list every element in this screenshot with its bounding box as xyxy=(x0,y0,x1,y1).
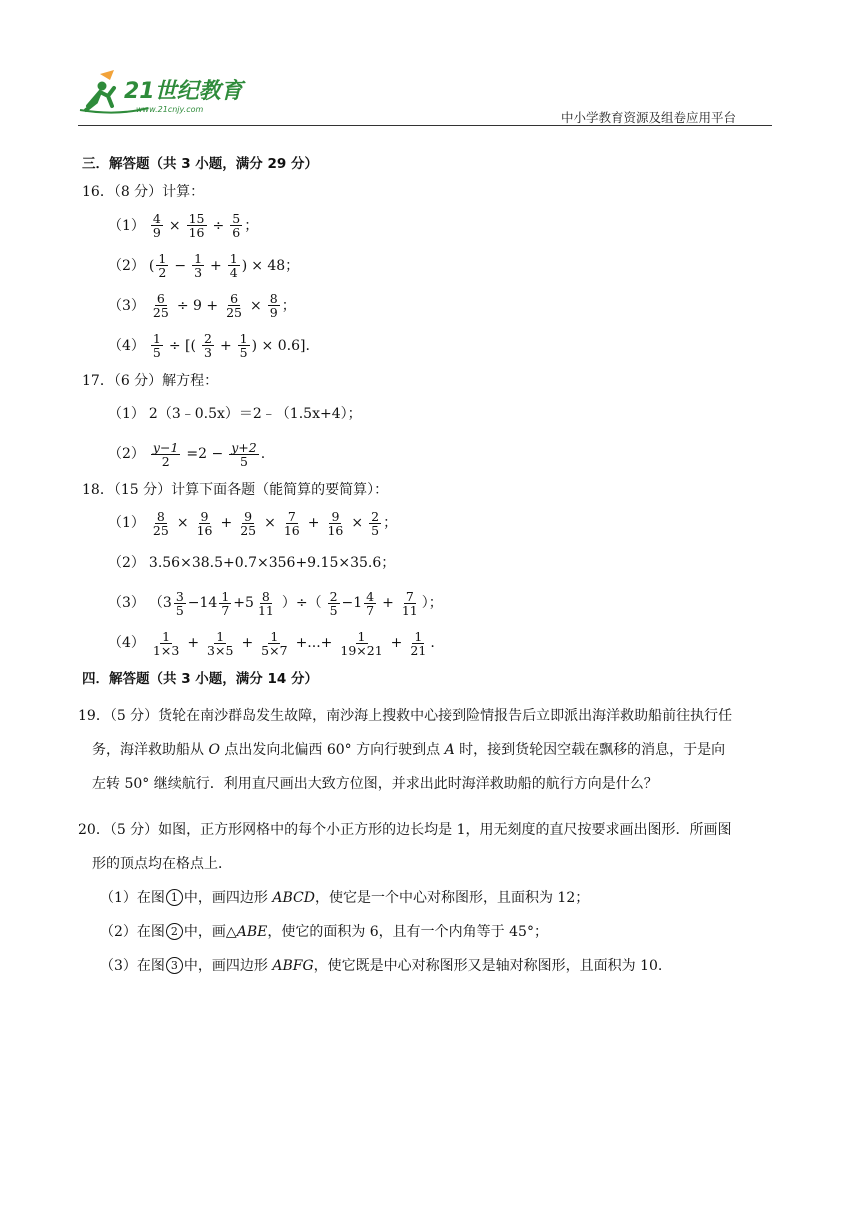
header-divider xyxy=(78,125,772,126)
fraction: $\frac{9}{25}$ xyxy=(240,508,257,539)
runner-icon xyxy=(86,88,114,110)
problem-18-1: （1） $\frac{8}{25}$ × $\frac{9}{16}$ + $\frac{9}{25}$ × $\frac{7}{16}$ + $\frac{9}{16}$ × $\frac{2}{5}$ ； xyxy=(108,508,398,539)
fraction: $\frac{6}{25}$ xyxy=(226,291,243,321)
logo-url: www.21cnjy.com xyxy=(136,105,204,114)
problem-17 xyxy=(82,373,782,470)
problem-20-2: （2）在图 2 中，画△ABE，使它的面积为 6，且有一个内角等于 45°； xyxy=(100,923,548,940)
fraction: $\frac{2}{5}$ xyxy=(371,508,380,539)
fraction: $\frac{y+2}{5}$ xyxy=(231,440,257,470)
fraction: $\frac{3}{5}$ xyxy=(175,588,184,619)
fraction: $\frac{6}{25}$ xyxy=(152,291,169,321)
problem-16-1: （1） $\frac{4}{9}$ × $\frac{15}{16}$ ÷ $\frac{5}{6}$ ； xyxy=(108,211,259,241)
problem-16-4: （4） $\frac{1}{5}$ ÷ [( $\frac{2}{3}$ + $\frac{1}{5}$ ) × 0.6]. xyxy=(108,331,310,361)
fraction: $\frac{7}{11}$ xyxy=(401,588,418,619)
problem-18 xyxy=(82,482,782,659)
problem-18-head: 18．（15 分）计算下面各题（能简算的要简算）： xyxy=(82,481,389,498)
fraction: $\frac{2}{3}$ xyxy=(203,331,212,361)
fraction: $\frac{15}{16}$ xyxy=(188,211,205,241)
problem-16-head: 16．（8 分）计算： xyxy=(82,184,205,201)
logo-flag-icon xyxy=(100,70,114,80)
platform-label: 中小学教育资源及组卷应用平台 xyxy=(560,110,736,125)
problem-16-2: （2） ( $\frac{1}{2}$ − $\frac{1}{3}$ + $\frac{1}{4}$ ) × 48； xyxy=(108,251,300,281)
fraction: $\frac{1}{5}$ xyxy=(152,331,161,361)
logo-text: 21世纪教育 xyxy=(124,79,243,104)
circled-number: 3 xyxy=(166,957,183,974)
fraction: $\frac{4}{9}$ xyxy=(152,211,161,241)
fraction: $\frac{8}{11}$ xyxy=(257,588,274,619)
problem-16-3: （3） $\frac{6}{25}$ ÷ 9 + $\frac{6}{25}$ × $\frac{8}{9}$ ； xyxy=(108,291,296,321)
fraction: $\frac{4}{7}$ xyxy=(366,588,375,619)
problem-20-1: （1）在图 1 中，画四边形 ABCD，使它是一个中心对称图形，且面积为 12； xyxy=(100,889,590,906)
fraction: $\frac{9}{16}$ xyxy=(327,508,344,539)
fraction: $\frac{5}{6}$ xyxy=(232,211,241,241)
fraction: $\frac{1}{5}$ xyxy=(239,331,248,361)
problem-20-3: （3）在图 3 中，画四边形 ABFG，使它既是中心对称图形又是轴对称图形，且面积为 10. xyxy=(100,957,663,974)
problem-17-1: （1） 2（3﹣0.5x）＝2﹣（1.5x+4）； xyxy=(108,406,362,423)
document-body xyxy=(78,150,782,995)
fraction: $\frac{1}{3\times 5}$ xyxy=(207,628,234,659)
page-header xyxy=(78,66,772,128)
section-3-title: 三．解答题（共 3 小题，满分 29 分） xyxy=(82,156,318,172)
fraction: $\frac{9}{16}$ xyxy=(196,508,213,539)
fraction: $\frac{1}{5\times 7}$ xyxy=(261,628,288,659)
problem-18-2: （2） 3.56×38.5+0.7×356+9.15×35.6； xyxy=(108,555,396,572)
fraction: $\frac{1}{7}$ xyxy=(221,588,230,619)
problem-18-3: （3） （3 $\frac{3}{5}$ −14 $\frac{1}{7}$ +5 $\frac{8}{11}$ ）÷（ $\frac{2}{5}$ −1 $\frac{4}{7}$ + $\frac{7}{11}$ ）； xyxy=(108,588,443,619)
fraction: $\frac{2}{5}$ xyxy=(329,588,338,619)
fraction: $\frac{1}{4}$ xyxy=(229,251,238,281)
fraction: $\frac{8}{9}$ xyxy=(269,291,278,321)
fraction: $\frac{1}{1\times 3}$ xyxy=(152,628,180,659)
circled-number: 2 xyxy=(166,923,183,940)
problem-17-head: 17．（6 分）解方程： xyxy=(82,372,219,389)
logo xyxy=(78,66,258,118)
problem-17-2: （2） $\frac{y-1}{2}$ =2 − $\frac{y+2}{5}$ . xyxy=(108,440,266,470)
fraction: $\frac{8}{25}$ xyxy=(152,508,169,539)
problem-19: 19．（5 分）货轮在南沙群岛发生故障，南沙海上搜救中心接到险情报告后立即派出海洋救助船前往执行任 务，海洋救助船从 O 点出发向北偏西 60° 方向行驶到点 A 时，接到货轮因空载在飘移的消息，于是向 左转 50° 继续航行．利用直尺画出大致方位图，并求出此时海洋救助船的航行方向是什么？ xyxy=(78,707,733,792)
fraction: $\frac{1}{2}$ xyxy=(158,251,167,281)
circled-number: 1 xyxy=(166,889,183,906)
fraction: $\frac{1}{3}$ xyxy=(194,251,203,281)
problem-18-4: （4） $\frac{1}{1\times 3}$ + $\frac{1}{3\times 5}$ + $\frac{1}{5\times 7}$ +...+ $\frac{1}{19\times 21}$ + $\frac{1}{21}$ . xyxy=(108,628,435,659)
fraction: $\frac{7}{16}$ xyxy=(283,508,300,539)
fraction: $\frac{1}{19\times 21}$ xyxy=(340,628,383,659)
problem-16 xyxy=(82,184,782,361)
problem-20: 20．（5 分）如图，正方形网格中的每个小正方形的边长均是 1，用无刻度的直尺按要求画出图形．所画图 形的顶点均在格点上． （1）在图 1 中，画四边形 ABCD，使它是一个中心对称图形，且面积为 12； （2）在图 2 中，画△ABE，使它的面积为 6，且有一个内角等于 45°； （3）在图 3 中，画四边形 ABFG，使它既是中心对称图形又是轴对称图形，且面积为 10. xyxy=(78,813,782,983)
fraction: $\frac{1}{21}$ xyxy=(410,628,427,659)
fraction: $\frac{y-1}{2}$ xyxy=(152,440,179,470)
section-4-title: 四．解答题（共 3 小题，满分 14 分） xyxy=(82,670,318,687)
